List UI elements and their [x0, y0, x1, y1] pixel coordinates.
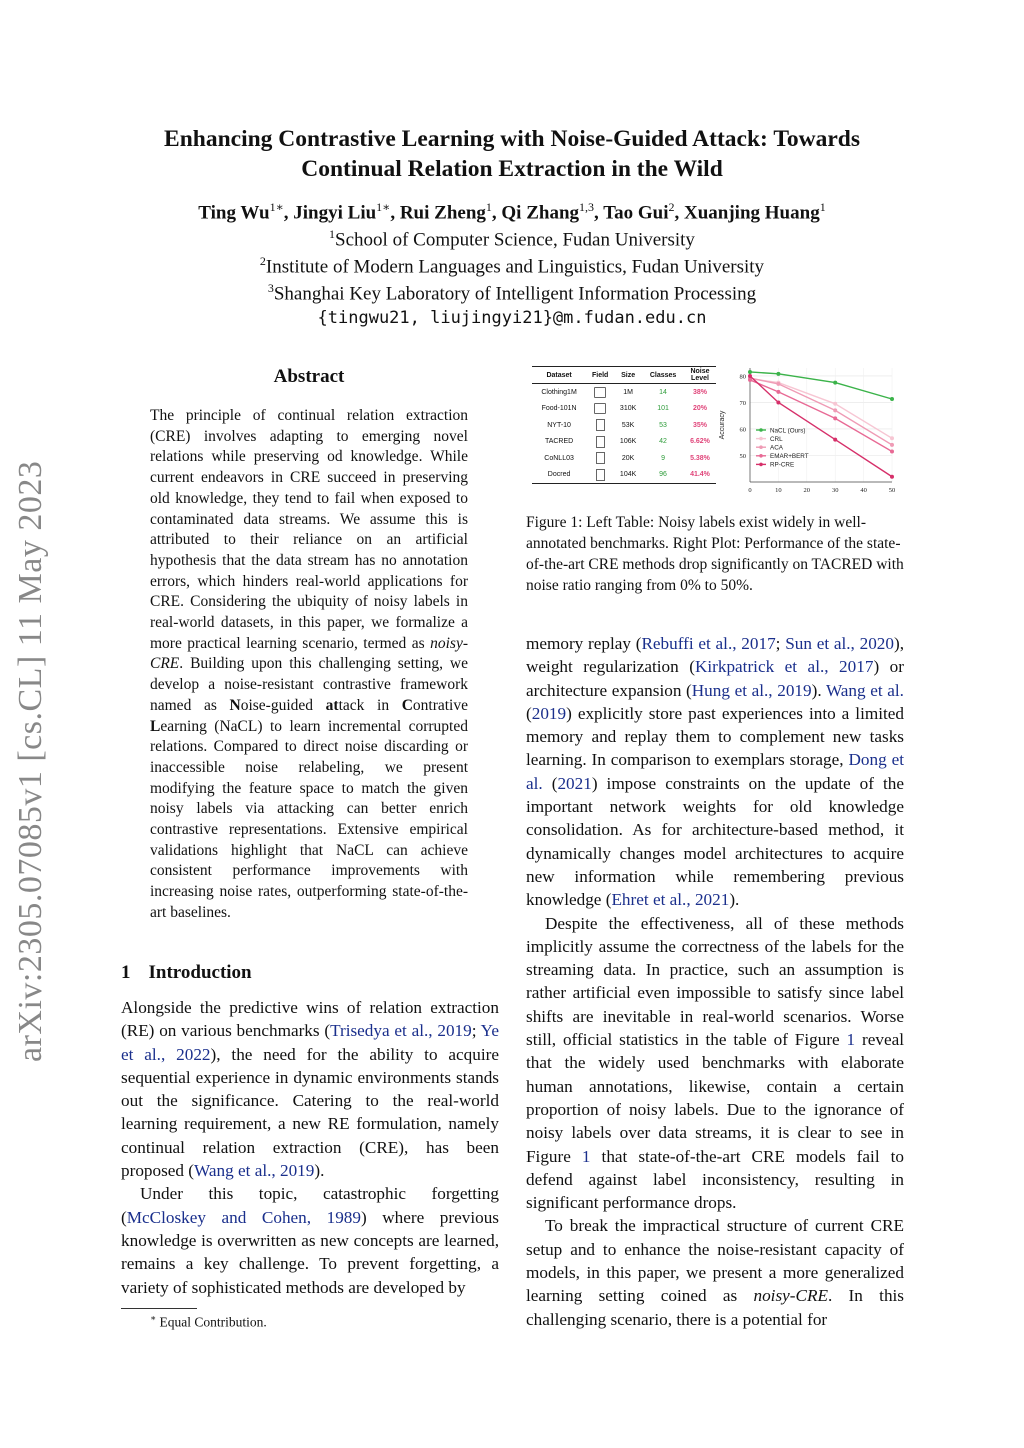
table-row: NYT-10 53K 53 35%	[532, 417, 716, 434]
table-row: CoNLL03 20K 9 5.38%	[532, 450, 716, 467]
author-email: {tingwu21, liujingyi21}@m.fudan.edu.cn	[317, 308, 707, 328]
affiliation-3: $^3$Shanghai Key Laboratory of Intelligent Information Processing	[267, 281, 757, 305]
legend-label: NaCL (Ours)	[770, 427, 806, 435]
affiliation-1: $^1$School of Computer Science, Fudan University	[329, 227, 695, 251]
document-icon	[596, 436, 605, 448]
legend-marker	[759, 454, 763, 458]
data-point	[776, 372, 780, 376]
author: Xuanjing Huang	[684, 202, 820, 224]
y-tick-label: 60	[739, 426, 746, 434]
figure-ref-link[interactable]: 1	[846, 1030, 856, 1050]
table-header: Classes	[642, 367, 684, 384]
document-icon	[596, 452, 605, 464]
citation-link[interactable]: Hung et al., 2019	[691, 680, 812, 700]
legend-label: ACA	[770, 444, 783, 452]
table-header: Noise Level	[684, 367, 716, 384]
legend-label: CRL	[770, 435, 783, 443]
data-point	[890, 475, 894, 479]
y-tick-label: 80	[739, 373, 746, 381]
data-point	[748, 378, 752, 382]
image-icon	[594, 387, 606, 398]
abstract-body: The principle of continual relation extraction (CRE) involves adapting to emerging novel relations while preserving od knowledge. While current endeavors in CRE succeed in preserving old knowledge, they tend to fail when exposed to contaminated data streams. We assume this is attributed to their reliance on an artificial hypothesis that the data stream has no annotation errors, which hinders real-world applications for CRE. Considering the ubiquity of noisy labels in real-world datasets, in this paper, we formalize a more practical learning scenario, termed as noisy-CRE. Building upon this challenging setting, we develop a noise-resistant contrastive framework named as Noise-guided attack in Contrative Learning (NaCL) to learn incremental corrupted relations. Compared to direct noise discarding or inaccessible noise relabeling, we present modifying the feature space to match the given noisy labels via attacking can better enrich contrastive representations. Extensive empirical validations highlight that NaCL can achieve consistent performance improvements with increasing noise rates, outperforming state-of-the-art baselines.	[150, 407, 468, 921]
author: Rui Zheng	[399, 202, 486, 224]
figure-caption: Figure 1: Left Table: Noisy labels exist widely in well-annotated benchmarks. Right Plot: Performance of the state-of-the-art CRE methods drop significantly on TACRED with noise ratio ranging from 0% to 50%.	[526, 514, 904, 594]
x-tick-label: 40	[860, 487, 867, 494]
title-line-2: Continual Relation Extraction in the Wild	[301, 156, 723, 182]
author: Qi Zhang	[501, 202, 580, 224]
data-point	[833, 438, 837, 442]
intro-right-column	[526, 632, 904, 1331]
data-point	[833, 408, 837, 412]
citation-link[interactable]: McCloskey and Cohen, 1989	[126, 1207, 361, 1227]
y-axis-label: Accuracy	[719, 410, 726, 440]
author: Jingyi Liu	[293, 202, 377, 224]
data-point	[890, 450, 894, 454]
y-tick-label: 50	[739, 452, 746, 460]
data-point	[890, 443, 894, 447]
data-point	[890, 397, 894, 401]
footnote-divider	[121, 1308, 197, 1309]
x-tick-label: 30	[831, 487, 839, 494]
affiliation-2: $^2$Institute of Modern Languages and Linguistics, Fudan University	[259, 254, 765, 278]
table-row: Clothing1M 1M 14 38%	[541, 388, 707, 396]
citation-link[interactable]: Ehret et al., 2021	[611, 890, 730, 910]
citation-link[interactable]: Ye et al., 2022	[121, 1021, 499, 1064]
legend-marker	[759, 463, 763, 467]
data-point	[890, 436, 894, 440]
image-icon	[594, 403, 606, 414]
paper-title	[60, 124, 964, 184]
paragraph: Despite the effectiveness, all of these methods implicitly assume the correctness of the labels for the streaming data. In practice, such an assumption is rather artificial even impossible to satisfy since label shifts are inevitable in real-world scenarios. Worse still, official statistics in the table of Figure 1 reveal that the widely used benchmarks with elaborate human annotations, likewise, contain a certain proportion of noisy labels. Due to the ignorance of noisy labels over data streams, it is clear to see in Figure 1 that state-of-the-art CRE models fail to defend against label inconsistency, resulting in significant performance drops.	[526, 913, 904, 1213]
citation-link[interactable]: Wang et al., 2019	[194, 1161, 315, 1181]
citation-link[interactable]: Sun et al., 2020	[785, 634, 894, 653]
data-point	[748, 370, 752, 374]
paragraph: memory replay (Rebuffi et al., 2017; Sun et al., 2020), weight regularization (Kirkpatrick et al., 2017) or architecture expansion (Hung et al., 2019). Wang et al. (2019) explicitly store past experiences into a limited memory and replay them to complement new tasks learning. In comparison to exemplars storage, Dong et al. (2021) impose constraints on the update of the important network weights for old knowledge consolidation. As for architecture-based method, it dynamically changes model architectures to acquire new information while remembering previous knowledge (Ehret et al., 2021).	[526, 634, 905, 910]
author-list: Ting $Wu^{1∗}$, Jingyi Liu$^{1∗}$, Rui Zheng$^1$, Qi Zhang$^{1,3}$, Tao Gui$^2$, Xuanjing Huang$^1$	[198, 200, 826, 224]
title-line-1: Enhancing Contrastive Learning with Noise-Guided Attack: Towards	[164, 126, 860, 152]
data-point	[748, 374, 752, 378]
x-tick-label: 50	[888, 487, 896, 494]
data-point	[833, 381, 837, 385]
data-point	[776, 390, 780, 394]
author: Ting Wu	[198, 202, 270, 224]
table-row: TACRED 106K 42 6.62%	[532, 434, 716, 451]
table-row: Docred 104K 96 41.4%	[532, 467, 716, 484]
section-heading: 1 Introduction	[121, 962, 252, 983]
document-icon	[596, 469, 605, 481]
noise-table	[532, 366, 716, 484]
data-point	[776, 382, 780, 386]
legend-label: RP-CRE	[770, 461, 795, 469]
intro-left-column	[121, 996, 499, 1299]
citation-link[interactable]: 2021	[557, 773, 592, 793]
citation-link[interactable]: Wang et al.	[825, 680, 904, 700]
paragraph: To break the impractical structure of current CRE setup and to enhance the noise-resistant capacity of models, in this paper, we present a more generalized learning setting coined as noisy-CRE. In this challenging scenario, there is a potential for	[526, 1216, 904, 1329]
data-point	[833, 416, 837, 420]
author: Tao Gui	[603, 202, 669, 224]
legend-marker	[759, 437, 763, 441]
table-header: Field	[586, 367, 614, 384]
citation-link[interactable]: Rebuffi et al., 2017	[641, 634, 776, 653]
legend-label: EMAR+BERT	[770, 453, 809, 461]
legend-marker	[759, 428, 763, 432]
citation-link[interactable]: 2019	[531, 703, 567, 723]
x-tick-label: 20	[803, 487, 811, 494]
table-header: Size	[614, 367, 642, 384]
arxiv-identifier: arXiv:2305.07085v1 [cs.CL] 11 May 2023	[12, 460, 49, 1062]
document-icon	[596, 419, 605, 431]
y-tick-label: 70	[739, 399, 746, 407]
x-tick-label: 0	[748, 487, 752, 494]
paragraph: Under this topic, catastrophic forgetting (McCloskey and Cohen, 1989) where previous knowledge is overwritten as new concepts are learned, remains a key challenge. To prevent forgetting, a variety of sophisticated methods are developed by	[121, 1184, 499, 1297]
citation-link[interactable]: Trisedya et al., 2019	[330, 1021, 472, 1041]
paragraph: Alongside the predictive wins of relation extraction (RE) on various benchmarks (Trisedya et al., 2019; Ye et al., 2022), the need for the ability to acquire sequential experience in dynamic environments stands out the significance. Catering to the real-world learning requirement, a new RE formulation, namely continual relation extraction (CRE), has been proposed (Wang et al., 2019).	[121, 998, 499, 1181]
data-point	[833, 402, 837, 406]
citation-link[interactable]: Dong et al.	[526, 750, 904, 793]
data-point	[776, 400, 780, 404]
abstract-heading: Abstract	[273, 366, 345, 387]
citation-link[interactable]: Kirkpatrick et al., 2017	[694, 657, 874, 677]
legend-marker	[759, 445, 763, 449]
table-header: Dataset	[532, 367, 586, 384]
footnote: ∗ Equal Contribution.	[150, 1313, 267, 1330]
table-row: Food-101N 310K 101 20%	[541, 405, 707, 413]
accuracy-line-chart	[716, 360, 906, 502]
figure-ref-link[interactable]: 1	[581, 1146, 591, 1166]
x-tick-label: 10	[775, 487, 782, 494]
